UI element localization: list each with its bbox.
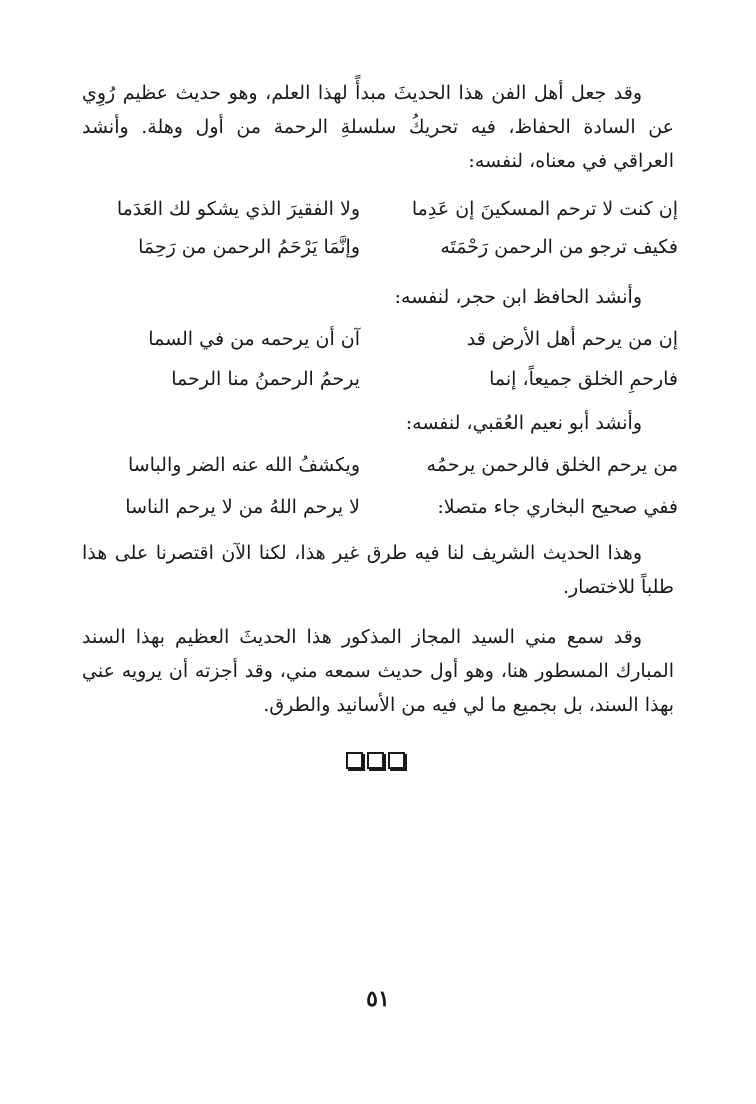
hemistich-second: وإنَّمَا يَرْحَمُ الرحمن من رَحِمَا xyxy=(138,236,360,258)
hemistich-second: لا يرحم اللهُ من لا يرحم الناسا xyxy=(125,496,360,518)
separator-box-icon xyxy=(346,752,363,769)
separator-box-icon xyxy=(388,752,405,769)
section-separator xyxy=(346,752,416,774)
hemistich-second: ويكشفُ الله عنه الضر والباسا xyxy=(127,454,360,476)
page-number: ٥١ xyxy=(366,986,390,1012)
hemistich-first: فارحمِ الخلق جميعاً، إنما xyxy=(489,368,678,390)
hemistich-first: فكيف ترجو من الرحمن رَحْمَتَه xyxy=(440,236,678,258)
intro-ibn-hajar: وأنشد الحافظ ابن حجر، لنفسه: xyxy=(394,286,642,308)
poem-abu-nuaym-verse-2 xyxy=(88,490,678,524)
separator-box-icon xyxy=(367,752,384,769)
hemistich-first: ففي صحيح البخاري جاء متصلا: xyxy=(437,496,678,518)
poem-iraqi-verse-1 xyxy=(88,192,678,226)
poem-abu-nuaym-verse-1 xyxy=(88,448,678,482)
hemistich-first: من يرحم الخلق فالرحمن يرحمُه xyxy=(426,454,678,476)
poem-iraqi-verse-2 xyxy=(88,230,678,264)
hemistich-second: يرحمُ الرحمنُ منا الرحما xyxy=(171,368,360,390)
intro-abu-nuaym: وأنشد أبو نعيم العُقبي، لنفسه: xyxy=(405,412,642,434)
hemistich-second: آن أن يرحمه من في السما xyxy=(148,328,360,350)
paragraph-intro-iraqi: وقد جعل أهل الفن هذا الحديثَ مبدأً لهذا العلم، وهو حديث عظيم رُوِي عن السادة الحفاظ، فيه تحريكُ سلسلةِ الرحمة من أول وهلة. وأنشد العراقي في معناه، لنفسه: xyxy=(82,82,674,172)
poem-ibn-hajar-verse-2 xyxy=(88,362,678,396)
paragraph-ijaza: وقد سمع مني السيد المجاز المذكور هذا الحديثَ العظيم بهذا السند المبارك المسطور هنا، وهو أول حديث سمعه مني، وقد أجزته أن يرويه عني بهذا السند، بل بجميع ما لي فيه من الأسانيد والطرق. xyxy=(82,626,674,716)
hemistich-first: إن من يرحم أهل الأرض قد xyxy=(466,328,678,350)
poem-ibn-hajar-verse-1 xyxy=(88,322,678,356)
hemistich-first: إن كنت لا ترحم المسكينَ إن عَدِما xyxy=(411,198,678,220)
hemistich-second: ولا الفقيرَ الذي يشكو لك العَدَما xyxy=(116,198,360,220)
paragraph-conclusion: وهذا الحديث الشريف لنا فيه طرق غير هذا، لكنا الآن اقتصرنا على هذا طلباً للاختصار. xyxy=(82,542,674,598)
